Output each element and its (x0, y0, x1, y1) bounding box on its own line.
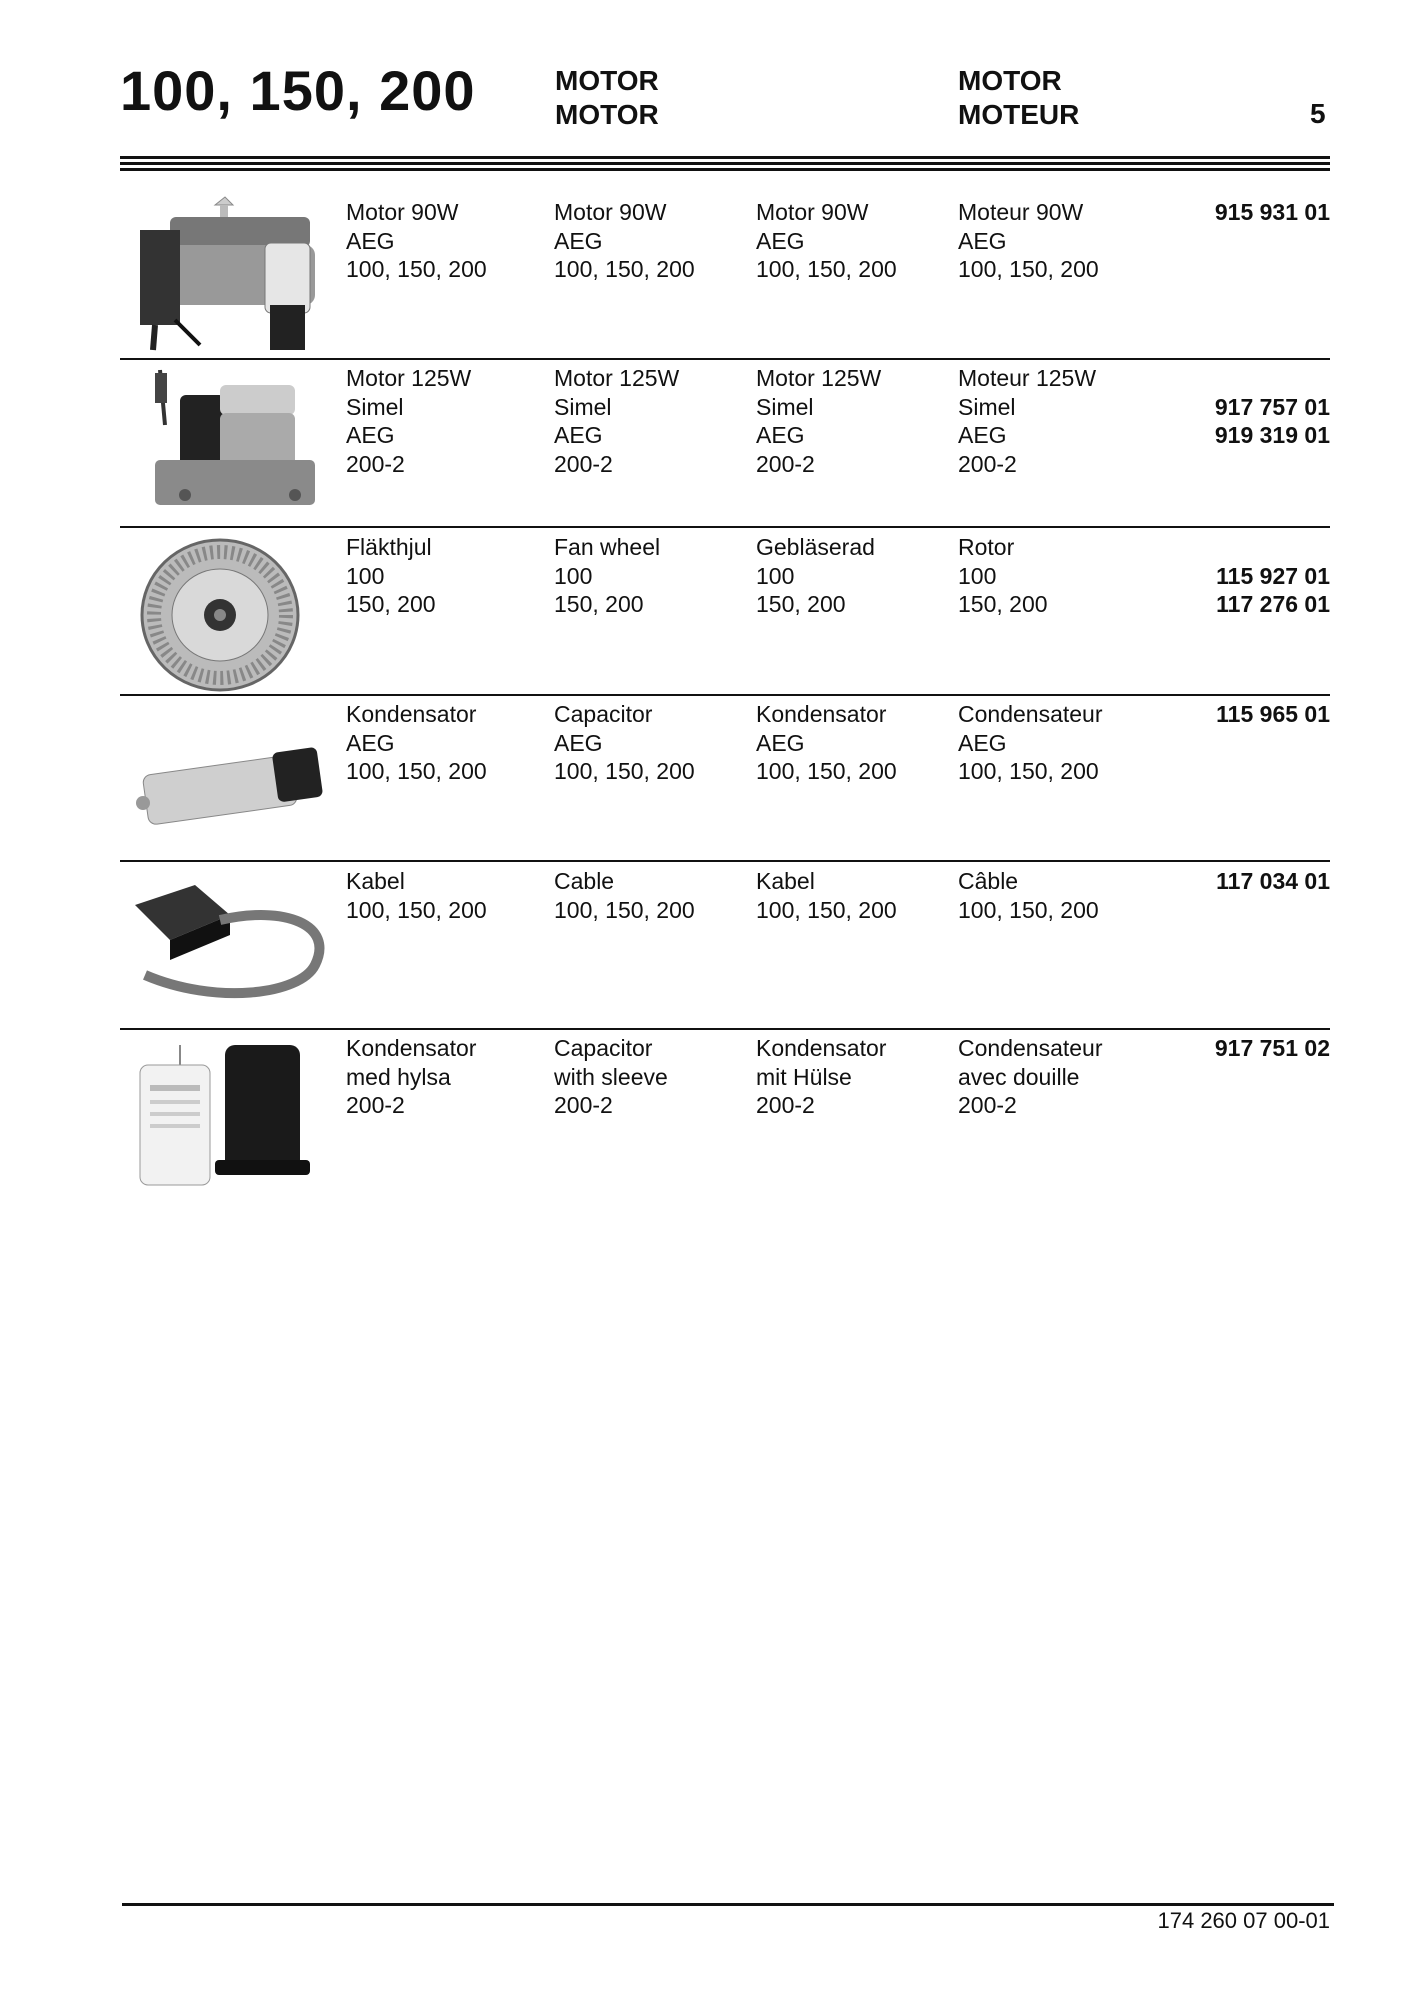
page-number: 5 (1310, 98, 1326, 129)
row-4-en: Cable 100, 150, 200 (554, 868, 695, 923)
row-separator (120, 694, 1330, 696)
row-1-en: Motor 125W Simel AEG 200-2 (554, 365, 680, 477)
row-0-en: Motor 90W AEG 100, 150, 200 (554, 199, 695, 282)
row-0-part-numbers: 915 931 01 (1214, 199, 1330, 225)
header-col-sv-en (555, 64, 659, 132)
row-0-sv: Motor 90W AEG 100, 150, 200 (346, 199, 487, 282)
capacitor-icon (125, 705, 330, 865)
row-2-en: Fan wheel 100 150, 200 (554, 534, 661, 617)
row-4-de: Kabel 100, 150, 200 (756, 868, 897, 923)
row-4-part-numbers: 117 034 01 (1216, 868, 1330, 894)
row-2-part-numbers: 115 927 01 117 276 01 (1216, 562, 1330, 617)
row-separator (120, 358, 1330, 360)
capacitor-sleeve-icon (125, 1040, 330, 1200)
header-fr: MOTEUR (958, 99, 1080, 130)
row-1-part-numbers: 917 757 01 919 319 01 (1214, 393, 1330, 448)
cable-icon (125, 865, 330, 1025)
row-3-part-numbers: 115 965 01 (1216, 701, 1330, 727)
footer-rule (122, 1903, 1334, 1906)
row-5-en: Capacitor with sleeve 200-2 (554, 1035, 668, 1118)
row-separator (120, 860, 1330, 862)
header-rule-3 (120, 168, 1330, 171)
row-separator (120, 1028, 1330, 1030)
row-separator (120, 526, 1330, 528)
document-number: 174 260 07 00-01 (1157, 1908, 1330, 1933)
row-0-de: Motor 90W AEG 100, 150, 200 (756, 199, 897, 282)
motor-125w-icon (125, 365, 330, 525)
row-4-sv: Kabel 100, 150, 200 (346, 868, 487, 923)
row-1-fr: Moteur 125W Simel AEG 200-2 (958, 365, 1097, 477)
row-5-de: Kondensator mit Hülse 200-2 (756, 1035, 887, 1118)
header-col-de-fr (958, 64, 1079, 132)
row-5-sv: Kondensator med hylsa 200-2 (346, 1035, 477, 1118)
header-en: MOTOR (555, 99, 659, 130)
row-3-fr: Condensateur AEG 100, 150, 200 (958, 701, 1103, 784)
row-0-fr: Moteur 90W AEG 100, 150, 200 (958, 199, 1099, 282)
model-title: 100, 150, 200 (120, 59, 476, 122)
row-4-fr: Câble 100, 150, 200 (958, 868, 1099, 923)
row-1-de: Motor 125W Simel AEG 200-2 (756, 365, 882, 477)
row-2-fr: Rotor 100 150, 200 (958, 534, 1048, 617)
header-rule-2 (120, 162, 1330, 165)
row-2-de: Gebläserad 100 150, 200 (756, 534, 875, 617)
header-de: MOTOR (958, 65, 1062, 96)
motor-90w-icon (125, 195, 330, 355)
row-5-fr: Condensateur avec douille 200-2 (958, 1035, 1103, 1118)
row-2-sv: Fläkthjul 100 150, 200 (346, 534, 436, 617)
row-3-en: Capacitor AEG 100, 150, 200 (554, 701, 695, 784)
header-sv: MOTOR (555, 65, 659, 96)
header-rule-1 (120, 156, 1330, 159)
fan-wheel-icon (125, 535, 330, 695)
row-5-part-numbers: 917 751 02 (1214, 1035, 1330, 1061)
row-3-sv: Kondensator AEG 100, 150, 200 (346, 701, 487, 784)
row-3-de: Kondensator AEG 100, 150, 200 (756, 701, 897, 784)
row-1-sv: Motor 125W Simel AEG 200-2 (346, 365, 472, 477)
